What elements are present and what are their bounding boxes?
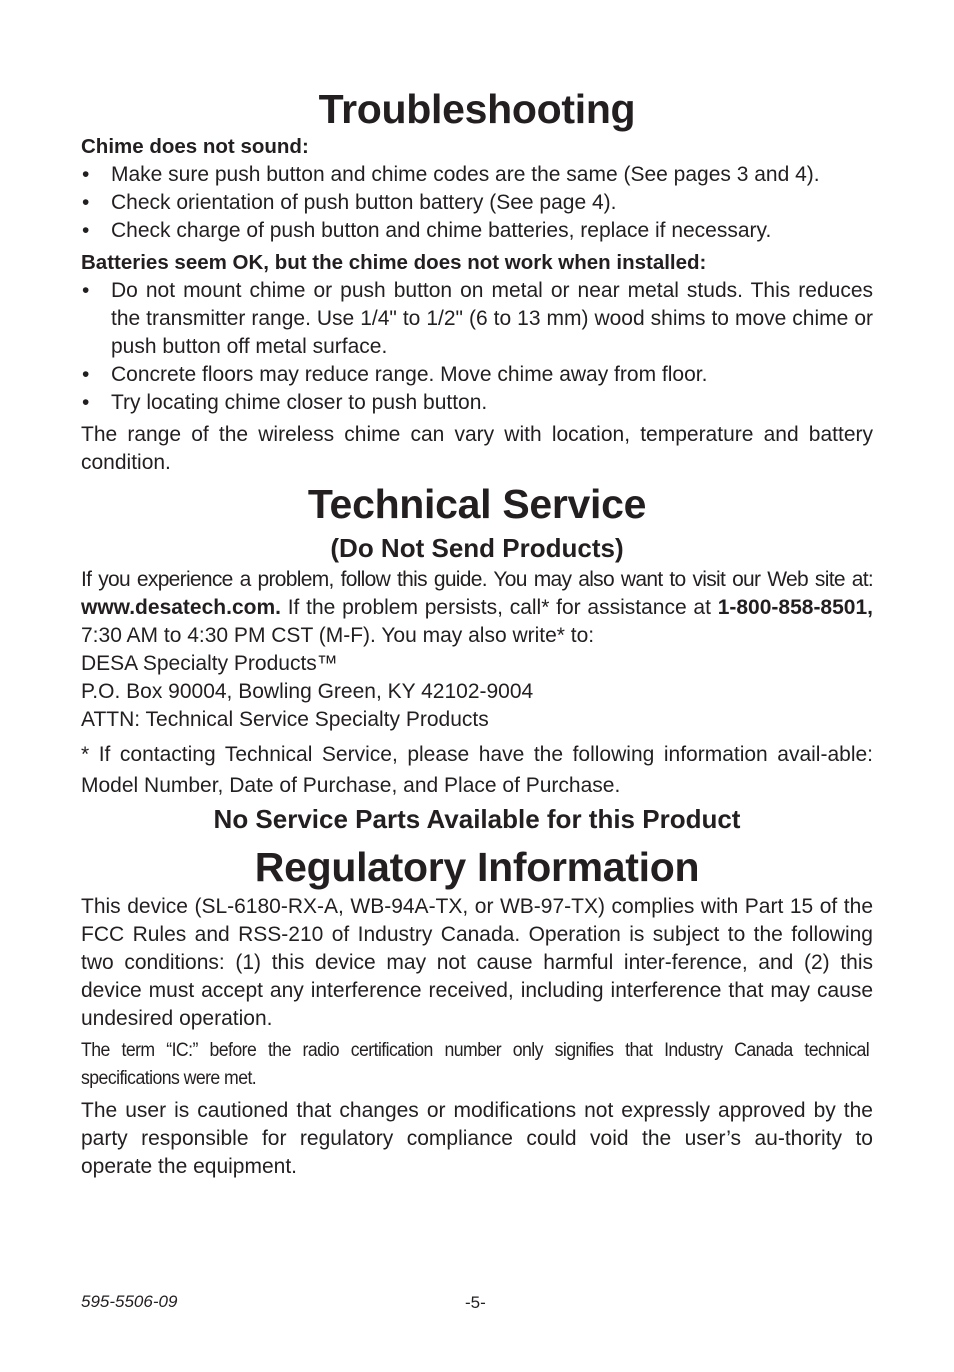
service-intro: If you experience a problem, follow this guide. You may also want to visit our Web site at: www.desatech.com. If the problem persists, call* for assistance at 1-800-858-8501, 7:30 AM to 4:30 PM CST (M-F). You may also write* to: bbox=[81, 568, 873, 647]
address-line-2: P.O. Box 90004, Bowling Green, KY 42102-9004 bbox=[81, 680, 534, 703]
regulatory-para-1: This device (SL-6180-RX-A, WB-94A-TX, or WB-97-TX) complies with Part 15 of the FCC Rules and RSS-210 of Industry Canada. Operation is subject to the following two conditions: (1) this device may not cause harmful inter-ference, and (2) this device must accept any interference received, including interference that may cause undesired operation. bbox=[81, 895, 873, 1030]
technical-service-subtitle: (Do Not Send Products) bbox=[330, 533, 624, 563]
list-item: • Check charge of push button and chime batteries, replace if necessary. bbox=[82, 219, 772, 242]
address-line-1: DESA Specialty Products™ bbox=[81, 652, 338, 675]
regulatory-section bbox=[81, 893, 873, 1181]
list-item: • Concrete floors may reduce range. Move chime away from floor. bbox=[82, 363, 708, 386]
list-item: • Check orientation of push button battery (See page 4). bbox=[82, 191, 617, 214]
section2-heading: Batteries seem OK, but the chime does not work when installed: bbox=[81, 251, 707, 274]
troubleshooting-section bbox=[81, 133, 873, 477]
regulatory-para-3: The user is cautioned that changes or modifications not expressly approved by the party responsible for regulatory compliance could void the user’s au-thority to operate the equipment. bbox=[81, 1099, 873, 1178]
regulatory-title: Regulatory Information bbox=[254, 844, 700, 890]
address-line-3: ATTN: Technical Service Specialty Products bbox=[81, 708, 489, 731]
technical-service-section bbox=[81, 566, 873, 801]
range-note: The range of the wireless chime can vary with location, temperature and battery condition. bbox=[81, 423, 873, 474]
regulatory-para-2: The term “IC:” before the radio certification number only signifies that Industry Canada technical specifications were met. bbox=[81, 1040, 870, 1089]
section1-bullet-list bbox=[81, 161, 873, 245]
technical-service-title: Technical Service bbox=[307, 481, 647, 527]
list-item: • Try locating chime closer to push button. bbox=[82, 391, 488, 414]
section1-heading: Chime does not sound: bbox=[81, 135, 309, 158]
list-item: • Do not mount chime or push button on metal or near metal studs. This reduces the transmitter range. Use 1/4" to 1/2" (6 to 13 mm) wood shims to move chime or push button off metal surface. bbox=[82, 279, 873, 358]
website-link[interactable]: www.desatech.com. bbox=[81, 596, 281, 619]
page-number: -5- bbox=[465, 1293, 486, 1312]
section2-bullet-list bbox=[81, 277, 873, 417]
document-number: 595-5506-09 bbox=[81, 1292, 178, 1311]
phone-number[interactable]: 1-800-858-8501, bbox=[717, 596, 873, 619]
contact-note: * If contacting Technical Service, please have the following information avail-able: Model Number, Date of Purchase, and Place of Purchase. bbox=[81, 743, 873, 797]
parts-notice: No Service Parts Available for this Product bbox=[213, 804, 741, 834]
list-item: • Make sure push button and chime codes are the same (See pages 3 and 4). bbox=[82, 163, 820, 186]
troubleshooting-title: Troubleshooting bbox=[318, 86, 636, 132]
